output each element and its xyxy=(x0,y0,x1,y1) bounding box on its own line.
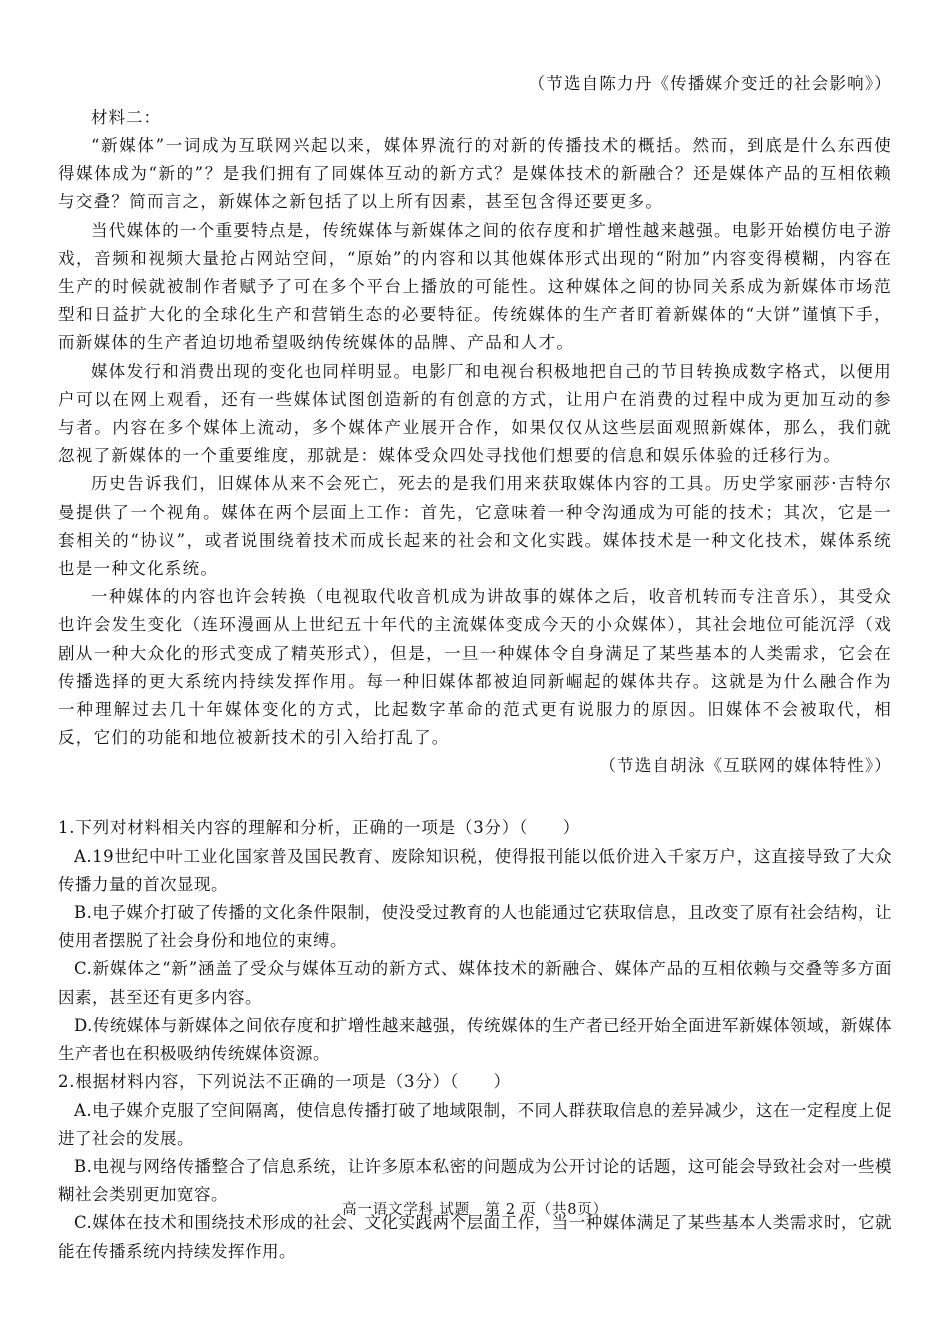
source-citation-2: （节选自胡泳《互联网的媒体特性》） xyxy=(599,756,892,776)
paragraph-1: “新媒体”一词成为互联网兴起以来，媒体界流行的对新的传播技术的概括。然而，到底是什么东西使得媒体成为“新的”？是我们拥有了同媒体互动的新方式？是媒体技术的新融合？还是媒体产品的互相依赖与交叠？简而言之，新媒体之新包括了以上所有因素，甚至包含得还要更多。 xyxy=(58,136,892,212)
option-b: B.电子媒介打破了传播的文化条件限制，使没受过教育的人也能通过它获取信息，且改变了原有社会结构，让使用者摆脱了社会身份和地位的束缚。 xyxy=(58,903,892,951)
question-stem: 2.根据材料内容，下列说法不正确的一项是（3分）（ ） xyxy=(58,1072,511,1092)
option-a: A.电子媒介克服了空间隔离，使信息传播打破了地域限制，不同人群获取信息的差异减少，这在一定程度上促进了社会的发展。 xyxy=(58,1100,892,1148)
paragraph-4: 历史告诉我们，旧媒体从来不会死亡，死去的是我们用来获取媒体内容的工具。历史学家丽莎·吉特尔曼提供了一个视角。媒体在两个层面上工作：首先，它意味着一种令沟通成为可能的技术；其次，它是一套相关的“协议”，或者说围绕着技术而成长起来的社会和文化实践。媒体技术是一种文化技术，媒体系统也是一种文化系统。 xyxy=(58,474,892,579)
question-2 xyxy=(58,1068,892,1265)
paragraph-2: 当代媒体的一个重要特点是，传统媒体与新媒体之间的依存度和扩增性越来越强。电影开始模仿电子游戏，音频和视频大量抢占网站空间，“原始”的内容和以其他媒体形式出现的“附加”内容变得模糊，内容在生产的时候就被制作者赋予了可在多个平台上播放的可能性。这种媒体之间的协同关系成为新媒体市场范型和日益扩大化的全球化生产和营销生态的必要特征。传统媒体的生产者盯着新媒体的“大饼”谨慎下手，而新媒体的生产者迫切地希望吸纳传统媒体的品牌、产品和人才。 xyxy=(58,220,892,353)
option-a: A.19世纪中叶工业化国家普及国民教育、废除知识税，使得报刊能以低价进入千家万户，这直接导致了大众传播力量的首次显现。 xyxy=(58,846,892,894)
exam-page xyxy=(58,70,892,1266)
source-citation-1: （节选自陈力丹《传播媒介变迁的社会影响》） xyxy=(528,74,892,93)
paragraph-3: 媒体发行和消费出现的变化也同样明显。电影厂和电视台积极地把自己的节目转换成数字格式，以便用户可以在网上观看，还有一些媒体试图创造新的有创意的方式，让用户在消费的过程中成为更加互动的参与者。内容在多个媒体上流动，多个媒体产业展开合作，如果仅仅从这些层面观照新媒体，那么，我们就忽视了新媒体的一个重要维度，那就是：媒体受众四处寻找他们想要的信息和娱乐体验的迁移行为。 xyxy=(58,361,892,466)
question-1 xyxy=(58,814,892,1068)
option-c: C.媒体在技术和围绕技术形成的社会、文化实践两个层面工作，当一种媒体满足了某些基本人类需求时，它就能在传播系统内持续发挥作用。 xyxy=(58,1213,892,1261)
option-d: D.传统媒体与新媒体之间依存度和扩增性越来越强，传统媒体的生产者已经开始全面进军新媒体领域，新媒体生产者也在积极吸纳传统媒体资源。 xyxy=(58,1015,892,1064)
question-stem: 1.下列对材料相关内容的理解和分析，正确的一项是（3分）（ ） xyxy=(58,818,581,838)
page-footer: 高一语文学科 试题 第 2 页（共8页） xyxy=(342,1202,608,1218)
option-b: B.电视与网络传播整合了信息系统，让许多原本私密的问题成为公开讨论的话题，这可能会导致社会对一些模糊社会类别更加宽容。 xyxy=(58,1156,892,1205)
option-c: C.新媒体之“新”涵盖了受众与媒体互动的新方式、媒体技术的新融合、媒体产品的互相依赖与交叠等多方面因素，甚至还有更多内容。 xyxy=(58,959,892,1007)
material-heading: 材料二： xyxy=(91,108,161,127)
paragraph-5: 一种媒体的内容也许会转换（电视取代收音机成为讲故事的媒体之后，收音机转而专注音乐），其受众也许会发生变化（连环漫画从上世纪五十年代的主流媒体变成今天的小众媒体），其社会地位可能沉浮（戏剧从一种大众化的形式变成了精英形式），但是，一旦一种媒体令自身满足了某些基本的人类需求，它会在传播选择的更大系统内持续发挥作用。每一种旧媒体都被迫同新崛起的媒体共存。这就是为什么融合作为一种理解过去几十年媒体变化的方式，比起数字革命的范式更有说服力的原因。旧媒体不会被取代，相反，它们的功能和地位被新技术的引入给打乱了。 xyxy=(58,587,892,748)
